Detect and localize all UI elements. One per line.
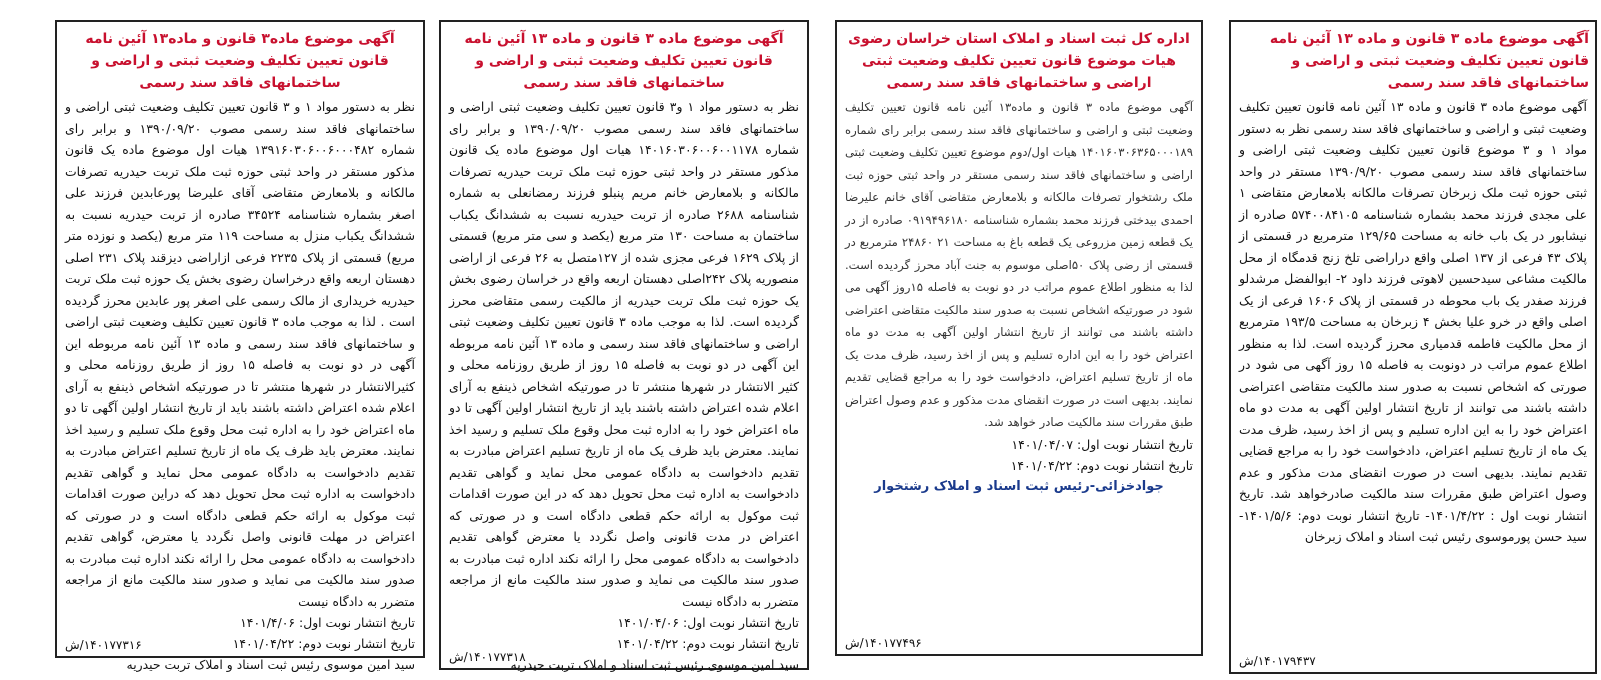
notice-body: آگهی موضوع ماده ۳ قانون و ماده۱۳ آئین نامه قانون تعیین تکلیف وضعیت ثبتی و اراضی و ساختمانهای فاقد سند رسمی برابر رای شماره ۱۴۰۱۶۰۳۰۶۳۶۵۰۰۰۱۸۹ هیات اول/دوم موضوع تعیین تکلیف وضعیت ثبتی اراضی و ساختمانهای فاقد سند رسمی مستقر در واحد ثبتی حوزه ثبت ملک رشتخوار تصرفات مالکانه و بلامعارض متقاضی آقای خانم علیرضا احمدی بیدختی فرزند محمد بشماره شناسنامه ۰۹۱۹۴۹۶۱۸۰ صادره از در یک قطعه زمین مزروعی یک قطعه باغ به مساحت ۲۱ ۲۴۸۶۰ مترمربع در قسمتی از رضی پلاک ۵۰اصلی موسوم به جنت آباد محرز گردیده است. لذا به منظور اطلاع عموم مراتب در دو نوبت به فاصله ۱۵روز آگهی می شود در صورتیکه اشخاص نسبت به صدور سند مالکیت متقاضی اعتراضی داشته باشند می توانند از تاریخ انتشار اولین آگهی به مدت دو ماه اعتراض خود را به این اداره تسلیم و پس از اخذ رسید، ظرف مدت یک ماه از تاریخ تسلیم اعتراض، دادخواست خود را به مراجع قضایی تقدیم نمایند. بدیهی است در صورت انقضای مدت مذکور و عدم وصول اعتراض طبق مقررات سند مالکیت صادر خواهد شد. bbox=[845, 100, 1194, 429]
notice-heading: آگهی موضوع ماده ۳ قانون و ماده ۱۳ آئین نامه قانون تعیین تکلیف وضعیت ثبتی و اراضی و ساختمانهای فاقد سند رسمی bbox=[1269, 31, 1589, 91]
notice-date-first: تاریخ انتشار نوبت اول: ۱۴۰۱/۰۴/۰۶ bbox=[617, 615, 799, 630]
notice-signature: جوادخزائی-رئیس ثبت اسناد و املاک رشتخوار bbox=[874, 478, 1164, 494]
notice-body: آگهی موضوع ماده ۳ قانون و ماده ۱۳ آئین نامه قانون تعیین تکلیف وضعیت ثبتی و اراضی و ساختمانهای فاقد سند رسمی نظر به دستور مواد ۱ و ۳ موضوع قانون تعیین تکلیف وضعیت ثبتی اراضی و ساختمانهای فاقد سند رسمی مصوب ۱۳۹۰/۹/۲۰ مستقر در واحد ثبتی حوزه ثبت ملک زبرخان تصرفات مالکانه بلامعارض متقاضی ۱ علی مجدی فرزند محمد بشماره شناسنامه ۵۷۴۰۰۸۴۱۰۵ صادره از نیشابور در یک باب خانه به مساحت ۱۲۹/۶۵ مترمربع در قسمتی از پلاک ۴۳ فرعی از ۱۳۷ اصلی واقع دراراضی تلخ زنج قدمگاه از محل مالکیت مشاعی سیدحسین لاهوتی فرزند داود ۲- ابوالفضل مرشدلو فرزند صفدر یک باب محوطه در قسمتی از پلاک ۱۶۰۶ فرعی از یک اصلی واقع در خرو علیا بخش ۴ زبرخان به مساحت ۱۹۳/۵ مترمربع از محل مالکیت فاطمه قدمیاری محرز گردیده است. لذا به منظور اطلاع عموم مراتب در دونوبت به فاصله ۱۵ روز آگهی می شود در صورتی که اشخاص نسبت به صدور سند مالکیت متقاضی اعتراضی داشته باشند می توانند از تاریخ انتشار اولین آگهی به مدت دو ماه اعتراض خود را به این اداره تسلیم و پس از اخذ رسید، ظرف مدت یک ماه از تاریخ تسلیم اعتراض، دادخواست خود را به مراجع قضایی تقدیم نمایند. بدیهی است در صورت انقضای مدت مذکور و عدم وصول اعتراض طبق مقررات سند مالکیت صادرخواهد شد. تاریخ انتشار نوبت اول : ۱۴۰۱/۴/۲۲- تاریخ انتشار نوبت دوم: ۱۴۰۱/۵/۶- سید حسن پورموسوی رئیس ثبت اسناد و املاک زبرخان bbox=[1239, 99, 1588, 544]
notice-roshtkhar bbox=[835, 20, 1203, 656]
notice-date-second: تاریخ انتشار نوبت دوم: ۱۴۰۱/۰۴/۲۲ bbox=[232, 636, 415, 651]
notice-date-second: تاریخ انتشار نوبت دوم: ۱۴۰۱/۰۴/۲۲ bbox=[616, 636, 799, 651]
notice-code: ۱۴۰۱۷۹۴۳۷/ش bbox=[1239, 654, 1316, 668]
notice-code: ۱۴۰۱۷۷۳۱۸/ش bbox=[449, 650, 526, 664]
notice-zebarkhan bbox=[1229, 20, 1597, 674]
notice-date-second: تاریخ انتشار نوبت دوم: ۱۴۰۱/۰۴/۲۲ bbox=[1010, 457, 1193, 473]
notice-date-first: تاریخ انتشار نوبت اول: ۱۴۰۱/۴/۰۶ bbox=[240, 615, 415, 630]
notice-heading: آگهی موضوع ماده ۳ قانون و ماده ۱۳ آئین نامه قانون تعیین تکلیف وضعیت ثبتی و اراضی و ساختمانهای فاقد سند رسمی bbox=[464, 31, 784, 91]
notice-heading: آگهی موضوع ماده۳ قانون و ماده۱۳ آئین نامه قانون تعیین تکلیف وضعیت ثبتی و اراضی و ساختمانهای فاقد سند رسمی bbox=[85, 31, 395, 91]
notice-signature: سید امین موسوی رئیس ثبت اسناد و املاک تربت حیدریه bbox=[510, 657, 799, 672]
notice-code: ۱۴۰۱۷۷۴۹۶/ش bbox=[845, 636, 922, 650]
notice-body: نظر به دستور مواد ۱ و ۳ قانون تعیین تکلیف وضعیت ثبتی اراضی و ساختمانهای فاقد سند رسمی مصوب ۱۳۹۰/۰۹/۲۰ و برابر رای شماره ۱۳۹۱۶۰۳۰۶۰۰۶۰۰۰۴۸۲ هیات اول موضوع ماده یک قانون مذکور مستقر در واحد ثبتی حوزه ثبت ملک تربت حیدریه تصرفات مالکانه و بلامعارض متقاضی آقای علیرضا پورعابدین فرزند علی اصغر بشماره شناسنامه ۳۴۵۲۴ صادره از تربت حیدریه نسبت به ششدانگ یکباب منزل به مساحت ۱۱۹ متر مربع (یکصد و نوزده متر مربع) قسمتی از پلاک ۲۲۳۵ فرعی ازاراضی دیزقند پلاک ۲۳۱ اصلی دهستان اربعه واقع درخراسان رضوی بخش یک حوزه ثبت ملک تربت حیدریه خریداری از مالک رسمی علی اصغر پور عابدین محرز گردیده است . لذا به موجب ماده ۳ قانون تعیین تکلیف وضعیت ثبتی اراضی و ساختمانهای فاقد سند رسمی و ماده ۱۳ آئین نامه مربوطه این آگهی در دو نوبت به فاصله ۱۵ روز از طریق روزنامه محلی و کثیرالانتشار در شهرها منتشر تا در صورتیکه اشخاص ذینفع به آرای اعلام شده اعتراض داشته باشند باید از تاریخ انتشار اولین آگهی تا دو ماه اعتراض خود را به اداره ثبت محل وقوع ملک تسلیم و رسید اخذ نمایند. معترض باید ظرف یک ماه از تاریخ تسلیم اعتراض مبادرت به تقدیم دادخواست به دادگاه عمومی محل نماید و گواهی تقدیم دادخواست به اداره ثبت محل تحویل دهد که دراین صورت اقدامات ثبت موکول به ارائه حکم قطعی دادگاه است و در صورتی که اعتراض در مهلت قانونی واصل نگردد یا معترض، گواهی تقدیم دادخواست به دادگاه عمومی محل را ارائه نکند اداره ثبت مبادرت به صدور سند مالکیت می نماید و صدور سند مالکیت مانع از مراجعه متضرر به دادگاه نیست bbox=[65, 99, 416, 609]
notice-code: ۱۴۰۱۷۷۳۱۶/ش bbox=[65, 638, 142, 652]
notice-heading: اداره کل ثبت اسناد و املاک استان خراسان رضوی هیات موضوع قانون تعیین تکلیف وضعیت ثبتی اراضی و ساختمانهای فاقد سند رسمی bbox=[848, 31, 1190, 91]
notice-body: نظر به دستور مواد ۱ و۳ قانون تعیین تکلیف وضعیت ثبتی اراضی و ساختمانهای فاقد سند رسمی مصوب ۱۳۹۰/۰۹/۲۰ و برابر رای شماره ۱۴۰۱۶۰۳۰۶۰۰۶۰۰۱۱۷۸ هیات اول موضوع ماده یک قانون مذکور مستقر در واحد ثبتی حوزه ثبت ملک تربت حیدریه تصرفات مالکانه و بلامعارض خانم مریم پنبلو فرزند رمضانعلی به شماره شناسنامه ۲۶۸۸ صادره از تربت حیدریه نسبت به ششدانگ یکباب ساختمان به مساحت ۱۳۰ متر مربع (یکصد و سی متر مربع) قسمتی از پلاک ۱۶۲۹ فرعی مجزی شده از ۱۲۷متصل به ۲۶ فرعی از اراضی منصوریه پلاک ۲۴۲اصلی دهستان اربعه واقع در خراسان رضوی بخش یک حوزه ثبت ملک تربت حیدریه از مالکیت رسمی متقاضی محرز گردیده است. لذا به موجب ماده ۳ قانون تعیین تکلیف وضعیت ثبتی اراضی و ساختمانهای فاقد سند رسمی و ماده ۱۳ آئین نامه مربوطه این آگهی در دو نوبت به فاصله ۱۵ روز از طریق روزنامه محلی و کثیر الانتشار در شهرها منتشر تا در صورتیکه اشخاص ذینفع به آرای اعلام شده اعتراض داشته باشند باید از تاریخ انتشار اولین آگهی تا دو ماه اعتراض خود را به اداره ثبت محل وقوع ملک تسلیم و رسید اخذ نمایند. معترض باید ظرف یک ماه از تاریخ تسلیم اعتراض مبادرت به تقدیم دادخواست به دادگاه عمومی محل نماید و گواهی تقدیم دادخواست به اداره ثبت محل تحویل دهد که در این صورت اقدامات ثبت موکول به ارائه حکم قطعی دادگاه است و در صورتی که اعتراض در مدت قانونی واصل نگردد یا معترض گواهی تقدیم دادخواست به دادگاه عمومی محل را ارائه نکند اداره ثبت مبادرت به صدور سند مالکیت می نماید و صدور سند مالکیت مانع از مراجعه متضرر به دادگاه نیست bbox=[449, 99, 800, 609]
notice-torbat-2 bbox=[55, 20, 425, 672]
notice-date-first: تاریخ انتشار نوبت اول: ۱۴۰۱/۰۴/۰۷ bbox=[1011, 436, 1193, 452]
notice-torbat-1 bbox=[439, 20, 809, 670]
notice-signature: سید امین موسوی رئیس ثبت اسناد و املاک تربت حیدریه bbox=[126, 657, 415, 672]
